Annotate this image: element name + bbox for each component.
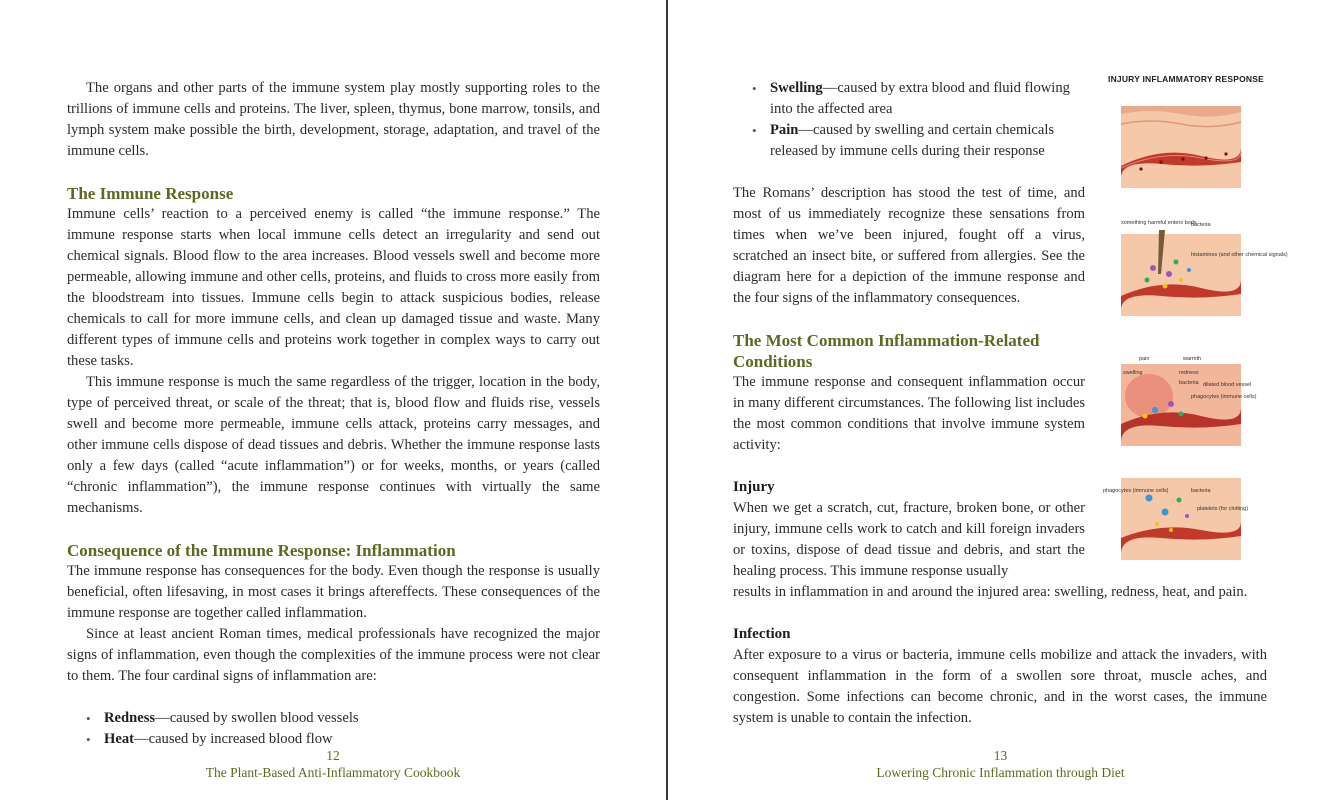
heading-infection: Infection [733,626,791,642]
figure-label: bacteria [1179,380,1199,386]
heading-consequence: Consequence of the Immune Response: Inflammation [67,541,456,560]
infection-paragraph: After exposure to a virus or bacteria, immune cells mobilize and attack the invaders, with consequent inflammation in the form of a swollen sore throat, muscle aches, and congestion. Some infections can become chronic, and in the worst cases, the immune system is unable to contain the infection. [733,647,1267,726]
figure-label: warmth [1183,356,1202,362]
right-page [668,0,1333,800]
figure-label: bacteria [1191,488,1211,494]
inflamed-tissue-illustration [1121,356,1257,446]
injury-paragraph: When we get a scratch, cut, fracture, broken bone, or other injury, immune cells work to catch and kill foreign invaders or toxins, dispose of dead tissue and debris, and start the healing process. This immune response usually [733,500,1085,579]
figure-panel-1 [1121,106,1241,188]
intro-paragraph: The organs and other parts of the immune system play mostly supporting roles to the trillions of immune cells and proteins. The liver, spleen, thymus, bone marrow, tonsils, and lymph system make possible the birth, development, storage, adaptation, and travel of the immune cells. [67,80,600,159]
consequence-paragraph-1: The immune response has consequences for the body. Even though the response is usually beneficial, often lifesaving, in most cases it brings aftereffects. These consequences of the immune response are together called inflammation. [67,563,600,621]
figure-label: redness [1179,370,1199,376]
figure-label: something harmful enters body [1121,220,1197,226]
left-page [0,0,666,800]
list-item: • Redness—caused by swollen blood vessels [67,708,600,729]
figure-label: phagocytes (immune cells) [1103,488,1169,494]
left-footer [0,747,666,781]
left-text-column [67,78,600,750]
list-item: • Swelling—caused by extra blood and fluid flowing into the affected area [733,78,1085,120]
page-number: 12 [326,748,340,763]
healing-tissue-illustration [1103,478,1249,560]
figure-panel-4 [1103,478,1249,560]
figure-label: phagocytes (immune cells) [1191,394,1257,400]
running-title: Lowering Chronic Inflammation through Diet [876,765,1125,780]
figure-label: bacteria [1191,222,1211,228]
heading-conditions: The Most Common Inflammation-Related Conditions [733,331,1040,371]
healthy-tissue-illustration [1121,106,1241,188]
response-paragraph-1: Immune cells’ reaction to a perceived enemy is called “the immune response.” The immune response starts when local immune cells detect an irregularity and send out chemical signals. Blood flow to the area increases. Blood vessels swell and become more permeable, allowing immune and other cells, proteins, and fluids to cross more easily from the bloodstream into tissues. Immune cells begin to attack suspicious bodies, release chemicals to call for more immune cells, and clean up damaged tissue and waste. Many different types of immune cells and proteins work together in complex ways to carry out these tasks. [67,206,600,369]
response-paragraph-2: This immune response is much the same regardless of the trigger, location in the body, type of perceived threat, or scale of the threat; that is, blood flow and fluids rise, vessels swell and become more permeable, immune cells attack, proteins carry messages, and other immune cells dispose of dead tissues and debris. Whether the immune response lasts only a few days (called “acute inflammation”) or for weeks, months, or years (called “chronic inflammation”), the immune response continues with virtually the same mechanisms. [67,374,600,516]
running-title: The Plant-Based Anti-Inflammatory Cookbook [205,765,461,780]
figure-label: platelets (for clotting) [1197,506,1249,512]
figure-title: INJURY INFLAMMATORY RESPONSE [1108,74,1264,84]
conditions-paragraph: The immune response and consequent inflammation occur in many different circumstances. The following list includes the most common conditions that involve immune system activity: [733,374,1085,453]
list-item: • Pain—caused by swelling and certain chemicals released by immune cells during their response [733,120,1085,162]
list-item: • Heat—caused by increased blood flow [67,729,600,750]
signs-list-right [733,78,1085,162]
signs-list-left [67,708,600,750]
romans-paragraph: The Romans’ description has stood the test of time, and most of us immediately recognize these sensations from times when we’ve been injured, fought off a virus, scratched an insect bite, or suffered from allergies. See the diagram here for a depiction of the immune response and the four signs of the inflammatory consequences. [733,185,1085,306]
figure-label: swelling [1123,370,1143,376]
bacteria-entry-illustration [1121,220,1288,316]
heading-immune-response: The Immune Response [67,184,234,203]
page-number: 13 [993,748,1008,763]
figure-label: pain [1139,356,1150,362]
right-text-column [733,78,1085,582]
consequence-paragraph-2: Since at least ancient Roman times, medical professionals have recognized the major signs of inflammation, even though the complexities of the immune process were not clear to them. The four cardinal signs of inflammation are: [67,626,600,684]
heading-injury: Injury [733,479,775,495]
right-wide-column [733,582,1267,729]
figure-panel-3 [1121,356,1257,446]
figure-label: histamines (and other chemical signals) [1191,252,1288,258]
right-footer [668,747,1333,781]
inflammatory-response-figure [1101,74,1288,512]
figure-label: dilated blood vessel [1203,382,1252,388]
injury-paragraph-end: results in inflammation in and around the injured area: swelling, redness, heat, and pain. [733,584,1248,600]
figure-panel-2 [1121,220,1288,316]
